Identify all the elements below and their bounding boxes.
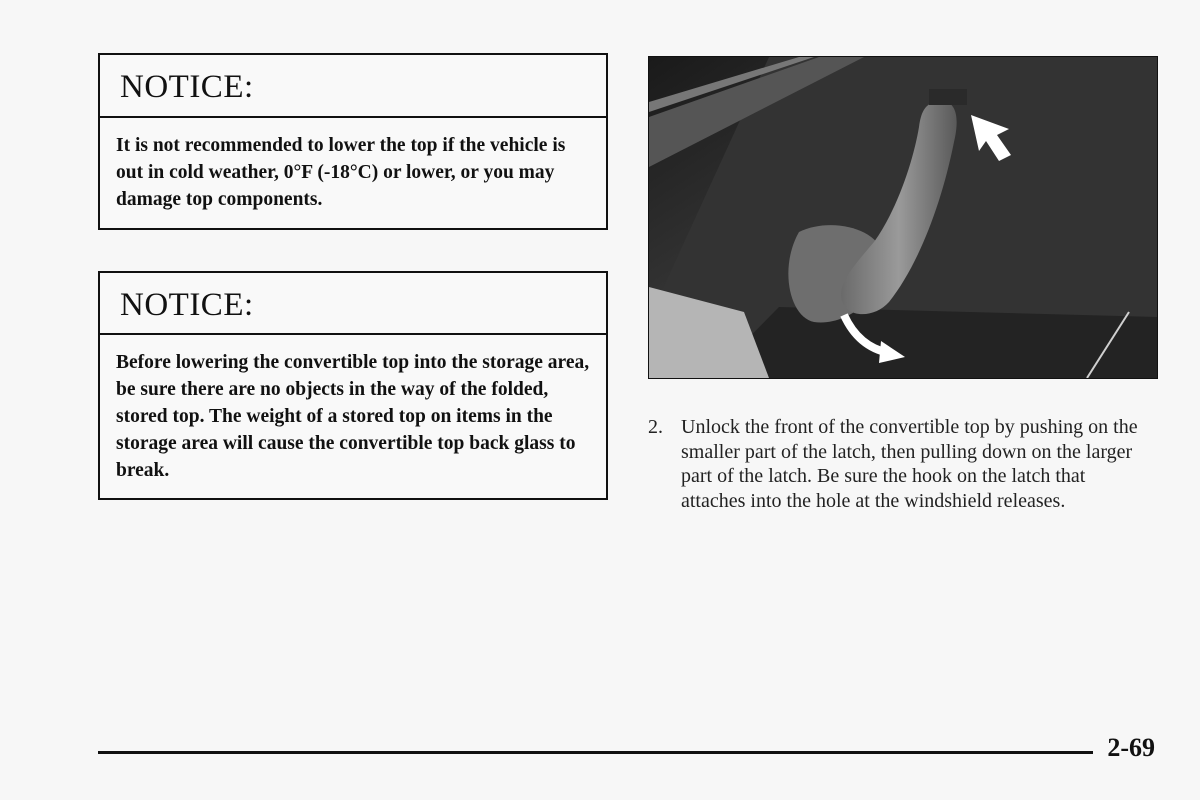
step-number: 2. — [648, 416, 663, 438]
notice-box-cold-weather — [98, 53, 608, 230]
notice-body: Before lowering the convertible top into the storage area, be sure there are no objects in the way of the folded, stored top. The weight of a stored top on items in the storage area will cause the convertible top back glass to break. — [116, 352, 590, 481]
instruction-step — [648, 415, 1148, 513]
notice-heading: NOTICE: — [100, 55, 606, 118]
latch-photo — [648, 56, 1158, 379]
notice-heading: NOTICE: — [100, 273, 606, 335]
page-number: 2-69 — [1107, 733, 1155, 762]
footer-rule — [98, 751, 1093, 754]
notice-body: It is not recommended to lower the top if the vehicle is out in cold weather, 0°F (-18°C) or lower, or you may damage top components. — [116, 135, 566, 210]
notice-box-storage-area — [98, 271, 608, 500]
step-text: Unlock the front of the convertible top by pushing on the smaller part of the latch, then pulling down on the larger part of the latch. Be sure the hook on the latch that attaches into the hole at the windshield releases. — [681, 416, 1138, 512]
